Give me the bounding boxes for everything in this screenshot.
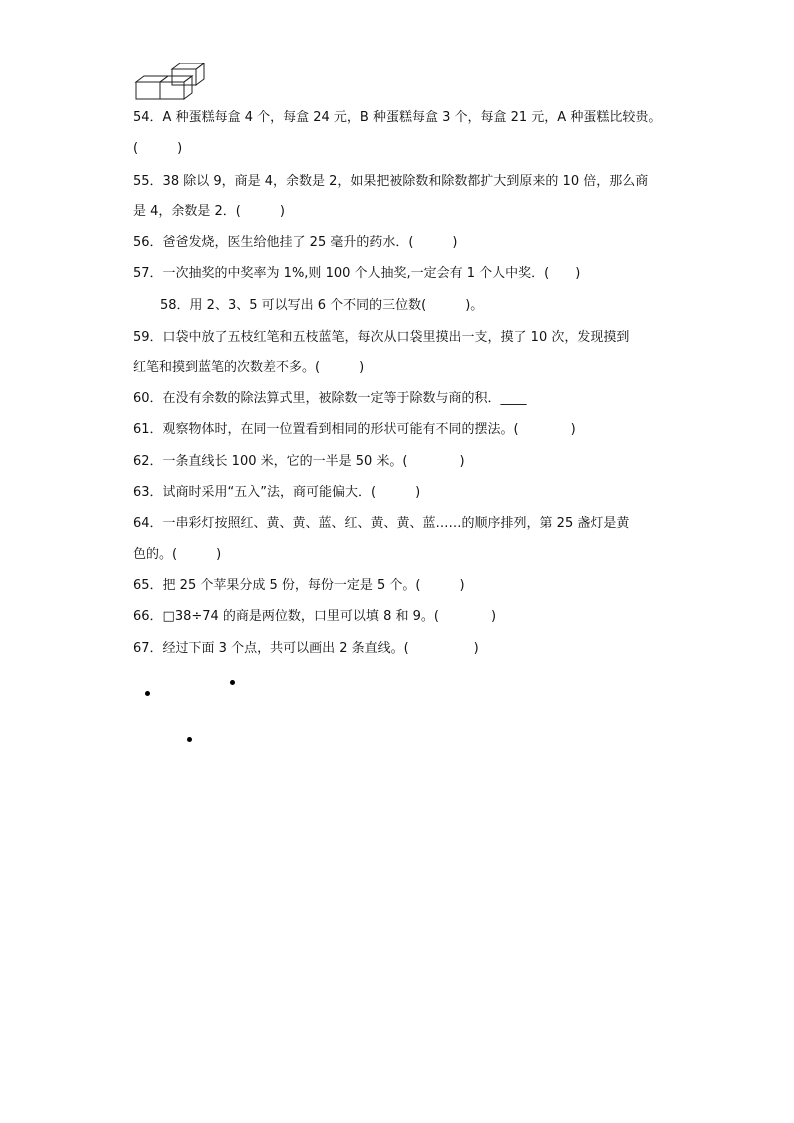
question-62-text: 62．一条直线长 100 米，它的一半是 50 米。( ) xyxy=(133,454,465,469)
question-57-text: 57．一次抽奖的中奖率为 1%,则 100 个人抽奖,一定会有 1 个人中奖．( ) xyxy=(133,266,581,281)
question-56-text: 56．爸爸发烧，医生给他挂了 25 毫升的药水．( ) xyxy=(133,235,458,250)
question-59-text-cont: 红笔和摸到蓝笔的次数差不多。( ) xyxy=(133,360,365,375)
point-left xyxy=(145,691,150,696)
question-60-text: 60．在没有余数的除法算式里，被除数一定等于除数与商的积．____ xyxy=(133,391,527,406)
question-64-text: 64．一串彩灯按照红、黄、黄、蓝、红、黄、黄、蓝……的顺序排列，第 25 盏灯是黄 xyxy=(133,516,630,531)
question-61-text: 61．观察物体时，在同一位置看到相同的形状可能有不同的摆法。( ) xyxy=(133,422,576,437)
question-67-text: 67．经过下面 3 个点，共可以画出 2 条直线。( ) xyxy=(133,641,479,656)
question-59-text: 59．口袋中放了五枝红笔和五枝蓝笔，每次从口袋里摸出一支，摸了 10 次，发现摸到 xyxy=(133,330,630,345)
question-54-answer-blank: ( ) xyxy=(133,141,183,156)
question-65-text: 65．把 25 个苹果分成 5 份，每份一定是 5 个。( ) xyxy=(133,578,465,593)
question-64-text-cont: 色的。( ) xyxy=(133,547,222,562)
question-54-text: 54．A 种蛋糕每盒 4 个，每盒 24 元，B 种蛋糕每盒 3 个，每盒 21 元，A 种蛋糕比较贵。 xyxy=(133,110,662,125)
question-55-text: 55．38 除以 9，商是 4，余数是 2，如果把被除数和除数都扩大到原来的 10 倍，那么商 xyxy=(133,174,649,189)
cube-stack-figure xyxy=(132,63,208,103)
point-top xyxy=(230,680,235,685)
point-bottom xyxy=(187,737,192,742)
question-55-text-cont: 是 4，余数是 2．( ) xyxy=(133,204,285,219)
question-63-text: 63．试商时采用“五入”法，商可能偏大．( ) xyxy=(133,485,421,500)
question-66-text: 66．□38÷74 的商是两位数，口里可以填 8 和 9。( ) xyxy=(133,609,497,624)
question-58-text: 58．用 2、3、5 可以写出 6 个不同的三位数( )。 xyxy=(160,298,484,313)
